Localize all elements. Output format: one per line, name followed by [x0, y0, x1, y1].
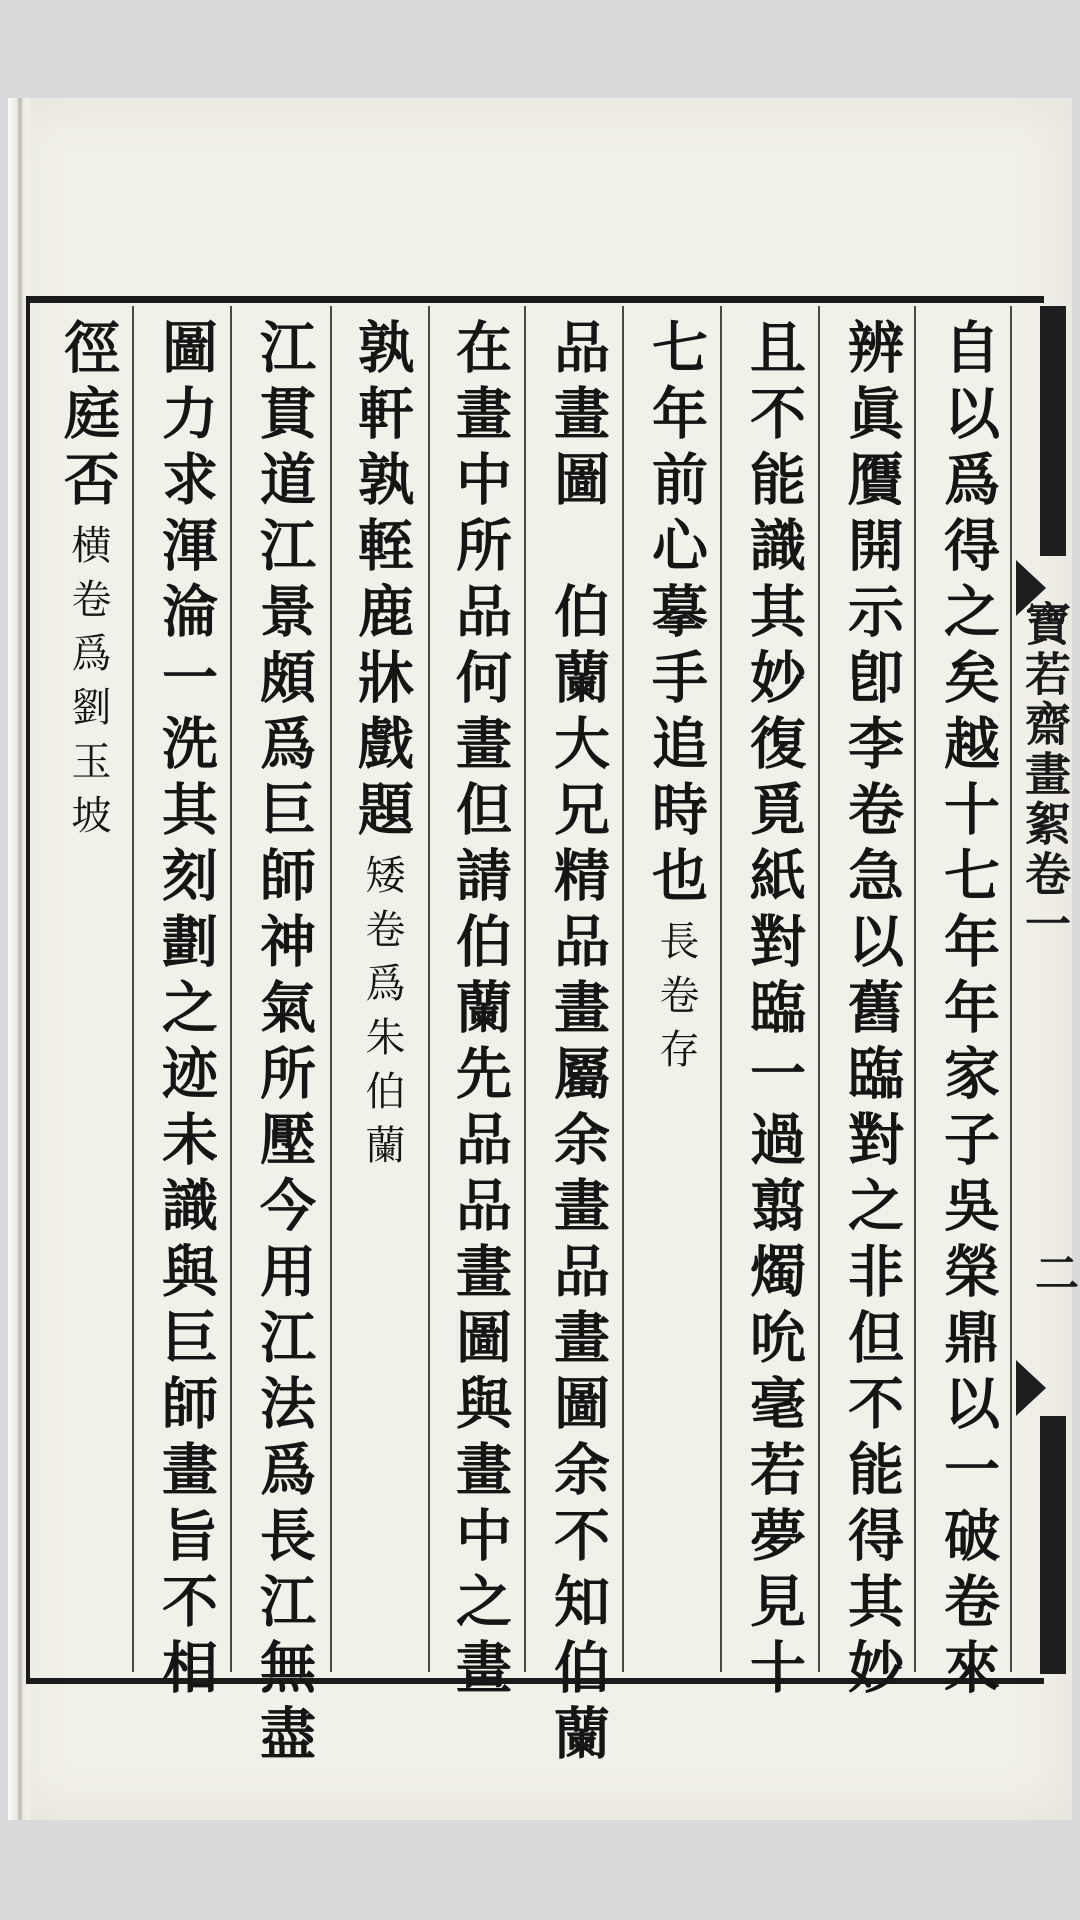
fishtail-bottom-mark: [1016, 1360, 1046, 1416]
column-main-text: 七年前心摹手追時也: [643, 318, 709, 912]
column-rule: [132, 306, 134, 1672]
column-main-text: 且不能識其妙復覓紙對臨一過翦燭吮毫若夢見十: [741, 318, 807, 1704]
column-rule: [818, 306, 820, 1672]
column-annotation: 長卷存: [653, 920, 699, 1082]
column-rule: [914, 306, 916, 1672]
text-column-7: [340, 318, 424, 1178]
column-main-text: 在畫中所品何畫但請伯蘭先品品畫圖與畫中之畫: [447, 318, 513, 1704]
running-header-title: 寶若齋畫絮卷一: [1018, 600, 1072, 950]
column-main-text: 圖力求渾淪一洗其刻劃之迹未識與巨師畫旨不相: [153, 318, 219, 1704]
column-rule: [524, 306, 526, 1672]
column-rule: [230, 306, 232, 1672]
text-column-10: [46, 318, 130, 848]
text-column-4: [634, 318, 718, 1082]
text-column-3: [732, 318, 816, 1704]
column-main-text: 徑庭否: [55, 318, 121, 516]
leaf-number: 二: [1027, 1250, 1078, 1294]
column-main-text: 辨眞贋開示卽李卷急以舊臨對之非但不能得其妙: [839, 318, 905, 1704]
column-main-text: 自以爲得之矣越十七年年家子吳榮鼎以一破卷來: [935, 318, 1001, 1704]
column-rule: [720, 306, 722, 1672]
column-rule: [428, 306, 430, 1672]
fold-black-bar-top: [1040, 306, 1066, 556]
column-annotation: 矮卷爲朱伯蘭: [359, 854, 405, 1178]
text-column-2: [830, 318, 914, 1704]
column-rule: [330, 306, 332, 1672]
text-column-6: [438, 318, 522, 1704]
fold-black-bar-bottom: [1040, 1416, 1066, 1674]
column-main-text: 品畫圖 伯蘭大兄精品畫屬余畫品畫圖余不知伯蘭: [545, 318, 611, 1770]
column-main-text: 孰軒孰輊鹿牀戲題: [349, 318, 415, 846]
text-column-1: [926, 318, 1010, 1704]
column-annotation: 横卷爲劉玉坡: [65, 524, 111, 848]
text-column-8: [242, 318, 326, 1770]
text-column-9: [144, 318, 228, 1704]
column-rule: [622, 306, 624, 1672]
text-column-5: [536, 318, 620, 1770]
column-main-text: 江貫道江景頗爲巨師神氣所壓今用江法爲長江無盡: [251, 318, 317, 1770]
